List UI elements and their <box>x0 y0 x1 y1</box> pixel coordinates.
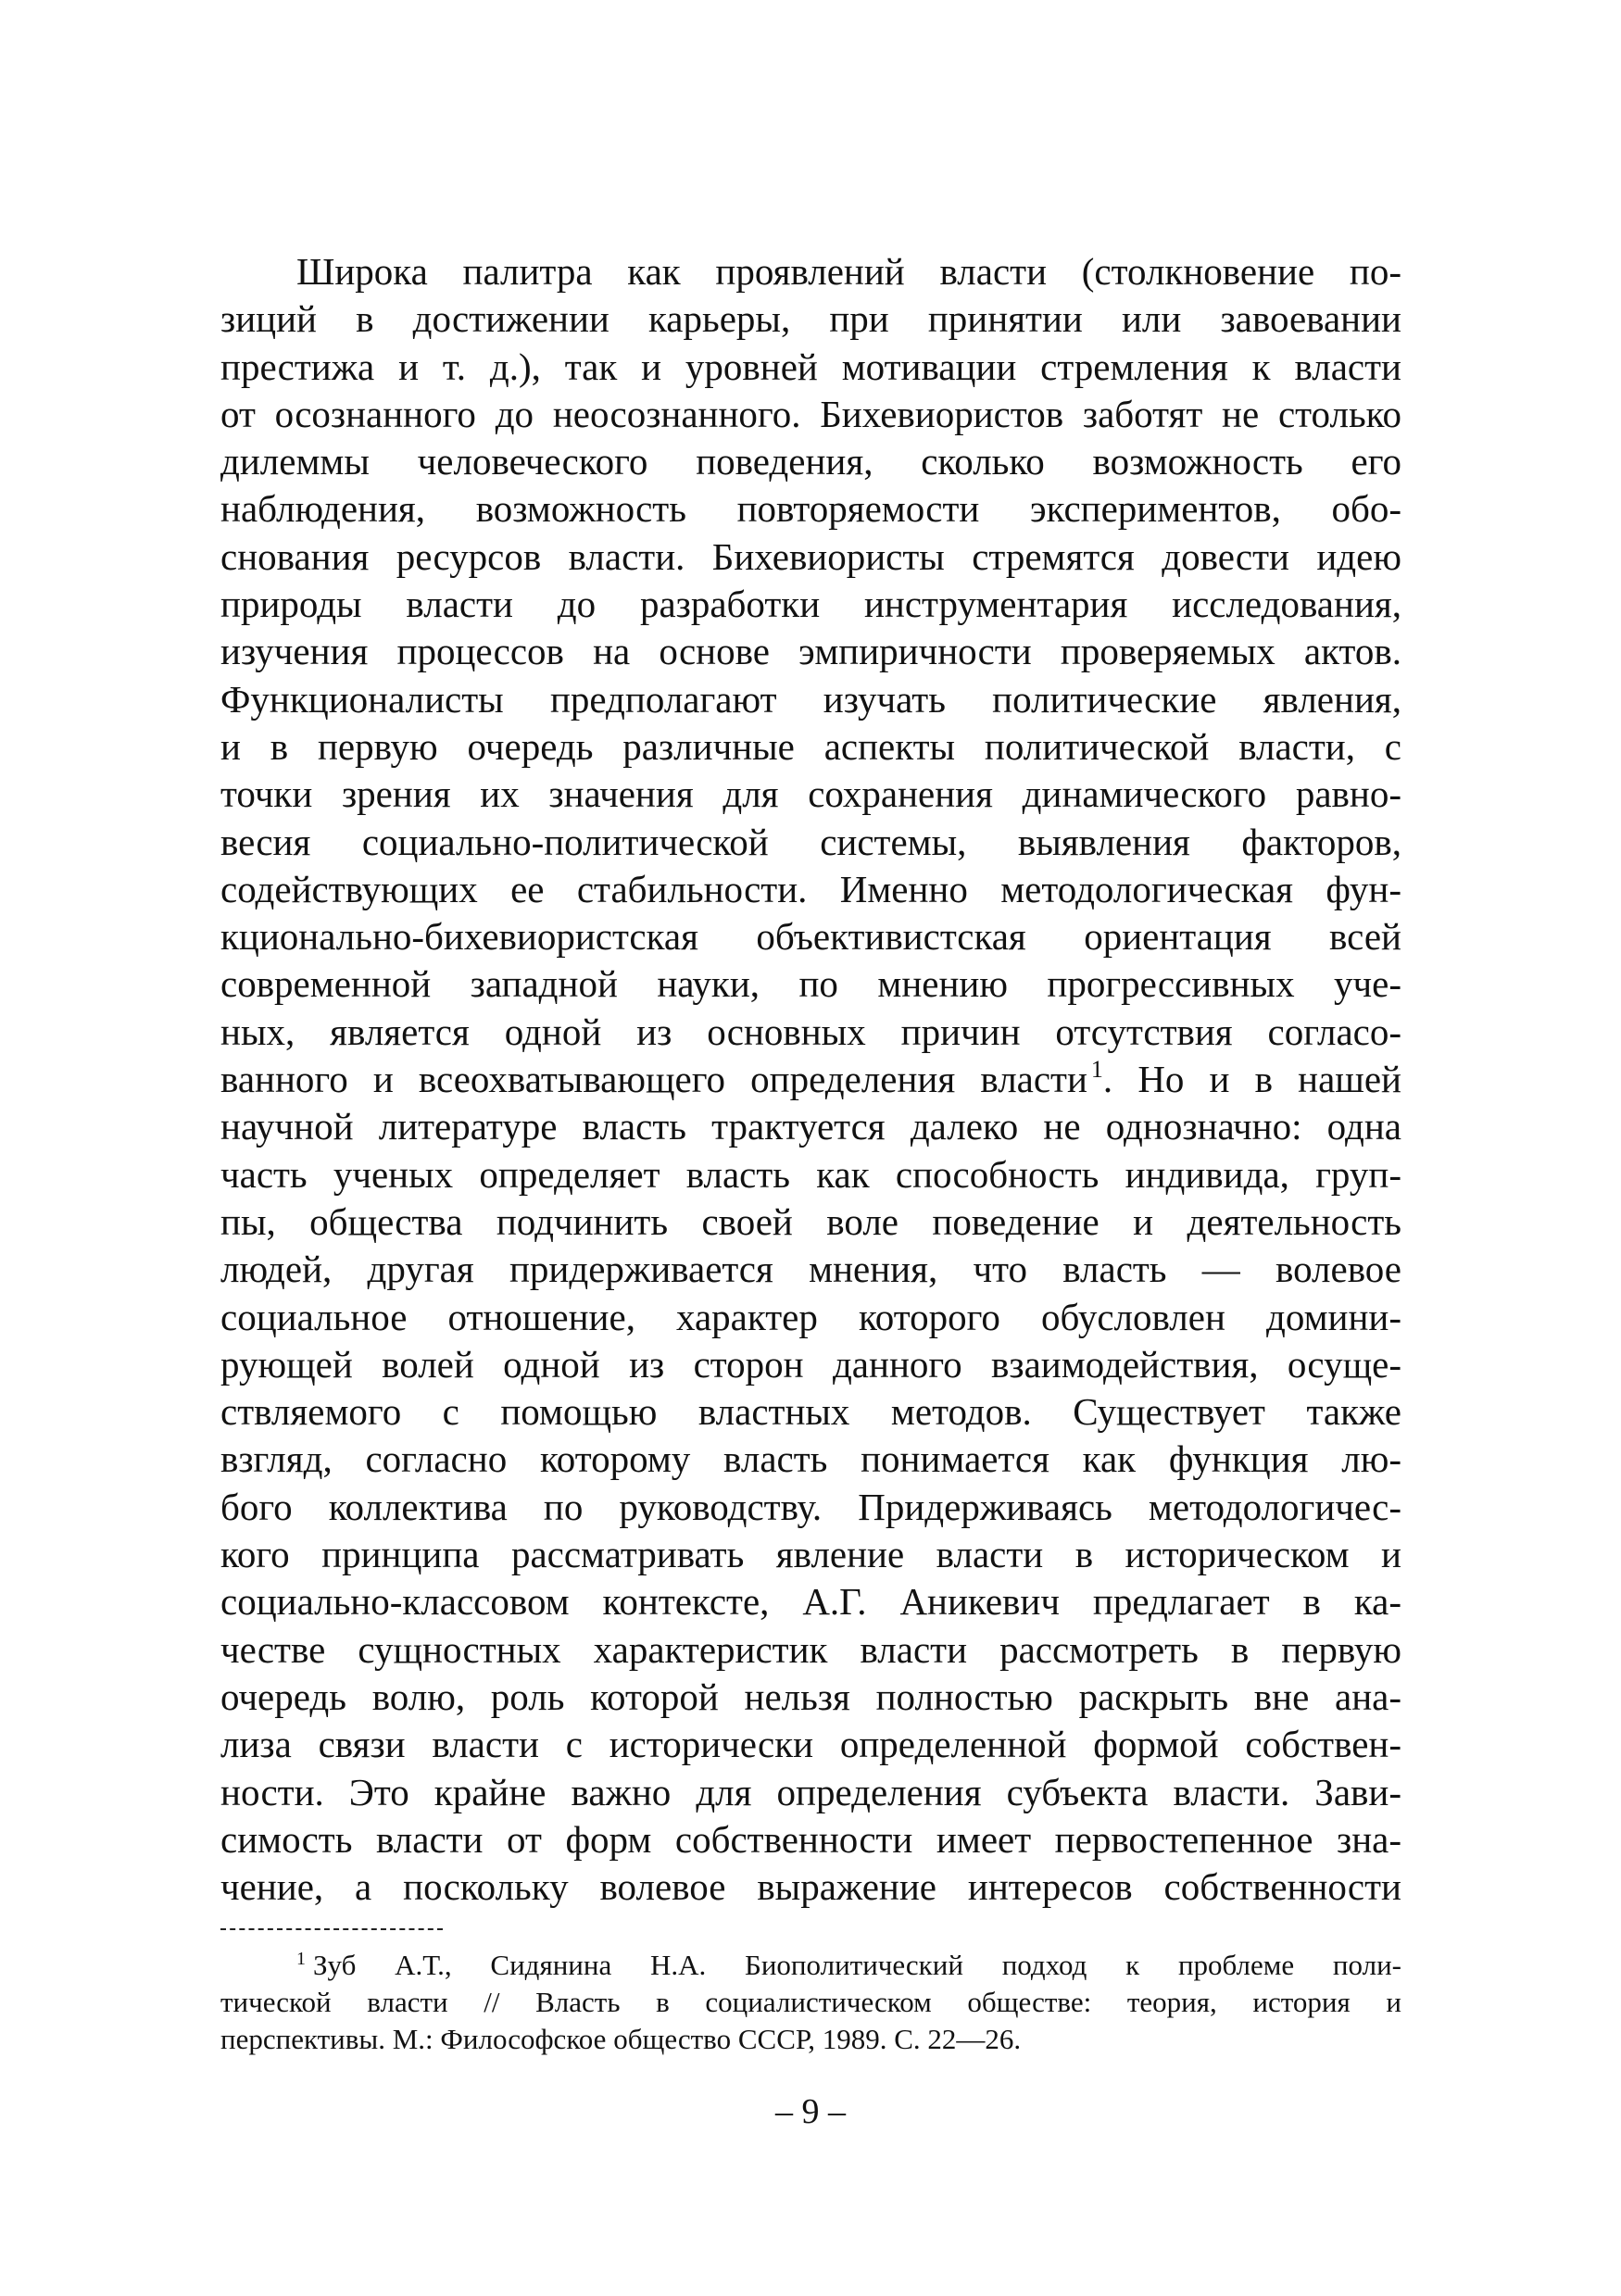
text-line-32: лиза связи власти с исторически определенной формой собствен- <box>220 1723 1401 1766</box>
text-line-8: природы власти до разработки инструментария исследования, <box>220 583 1401 626</box>
footnote-marker: 1 <box>296 1949 306 1969</box>
text-line-5: дилеммы человеческого поведения, сколько возможность его <box>220 440 1401 483</box>
text-line-4: от осознанного до неосознанного. Бихевиористов заботят не столько <box>220 392 1401 435</box>
text-line-20: часть ученых определяет власть как способность индивида, груп- <box>220 1152 1401 1196</box>
text-line-9: изучения процессов на основе эмпиричности проверяемых актов. <box>220 630 1401 673</box>
footnote-line-2: тической власти // Власть в социалистическом обществе: теория, история и <box>220 1986 1401 2018</box>
page-number: – 9 – <box>775 2092 846 2131</box>
footnote-line-3: перспективы. М.: Философское общество СССР, 1989. С. 22—26. <box>220 2023 1022 2055</box>
text-line-16: современной западной науки, по мнению прогрессивных уче- <box>220 962 1401 1006</box>
footnote-line-1-text: Зуб А.Т., Сидянина Н.А. Биополитический подход к проблеме поли- <box>313 1949 1401 1981</box>
text-line-30: честве сущностных характеристик власти рассмотреть в первую <box>220 1627 1401 1671</box>
footnote <box>220 1947 1401 2058</box>
text-line-6: наблюдения, возможность повторяемости экспериментов, обо- <box>220 487 1401 531</box>
footnote-separator <box>220 1928 443 1930</box>
text-line-13: весия социально-политической системы, выявления факторов, <box>220 820 1401 863</box>
main-paragraph <box>220 248 1401 1911</box>
text-line-35: чение, а поскольку волевое выражение интересов собственности <box>220 1865 1401 1909</box>
text-line-10: Функционалисты предполагают изучать политические явления, <box>220 677 1401 721</box>
text-line-25: ствляемого с помощью властных методов. Существует также <box>220 1390 1401 1434</box>
text-line-24: рующей волей одной из сторон данного взаимодействия, осуще- <box>220 1342 1401 1386</box>
text-line-34: симость власти от форм собственности имеет первостепенное зна- <box>220 1817 1401 1861</box>
text-line-12: точки зрения их значения для сохранения динамического равно- <box>220 772 1401 816</box>
text-line-18 <box>220 1056 1401 1103</box>
text-line-18-head: ванного и всеохватывающего определения власти <box>220 1058 1087 1101</box>
footnote-reference[interactable]: 1 <box>1090 1056 1103 1084</box>
text-line-29: социально-классовом контексте, А.Г. Аникевич предлагает в ка- <box>220 1580 1401 1624</box>
text-line-28: кого принципа рассматривать явление власти в историческом и <box>220 1533 1401 1576</box>
text-line-7: снования ресурсов власти. Бихевиористы стремятся довести идею <box>220 534 1401 578</box>
text-line-3: престижа и т. д.), так и уровней мотивации стремления к власти <box>220 345 1401 388</box>
text-line-14: содействующих ее стабильности. Именно методологическая фун- <box>220 867 1401 910</box>
footnote-line-1 <box>220 1947 1401 1984</box>
text-line-27: бого коллектива по руководству. Придерживаясь методологичес- <box>220 1485 1401 1528</box>
text-line-26: взгляд, согласно которому власть понимается как функция лю- <box>220 1437 1401 1481</box>
text-line-23: социальное отношение, характер которого обусловлен домини- <box>220 1295 1401 1338</box>
text-line-11: и в первую очередь различные аспекты политической власти, с <box>220 724 1401 768</box>
text-line-19: научной литературе власть трактуется далеко не однозначно: одна <box>220 1105 1401 1148</box>
text-line-15: кционально-бихевиористская объективистская ориентация всей <box>220 915 1401 959</box>
text-line-17: ных, является одной из основных причин отсутствия согласо- <box>220 1010 1401 1053</box>
text-line-22: людей, другая придерживается мнения, что власть — волевое <box>220 1248 1401 1291</box>
text-line-21: пы, общества подчинить своей воле поведение и деятельность <box>220 1199 1401 1243</box>
text-line-31: очередь волю, роль которой нельзя полностью раскрыть вне ана- <box>220 1675 1401 1718</box>
text-line-1: Широка палитра как проявлений власти (столкновение по- <box>296 250 1401 293</box>
text-line-18-tail: . Но и в нашей <box>1102 1058 1401 1101</box>
text-line-2: зиций в достижении карьеры, при принятии или завоевании <box>220 297 1401 341</box>
text-line-33: ности. Это крайне важно для определения субъекта власти. Зави- <box>220 1770 1401 1813</box>
